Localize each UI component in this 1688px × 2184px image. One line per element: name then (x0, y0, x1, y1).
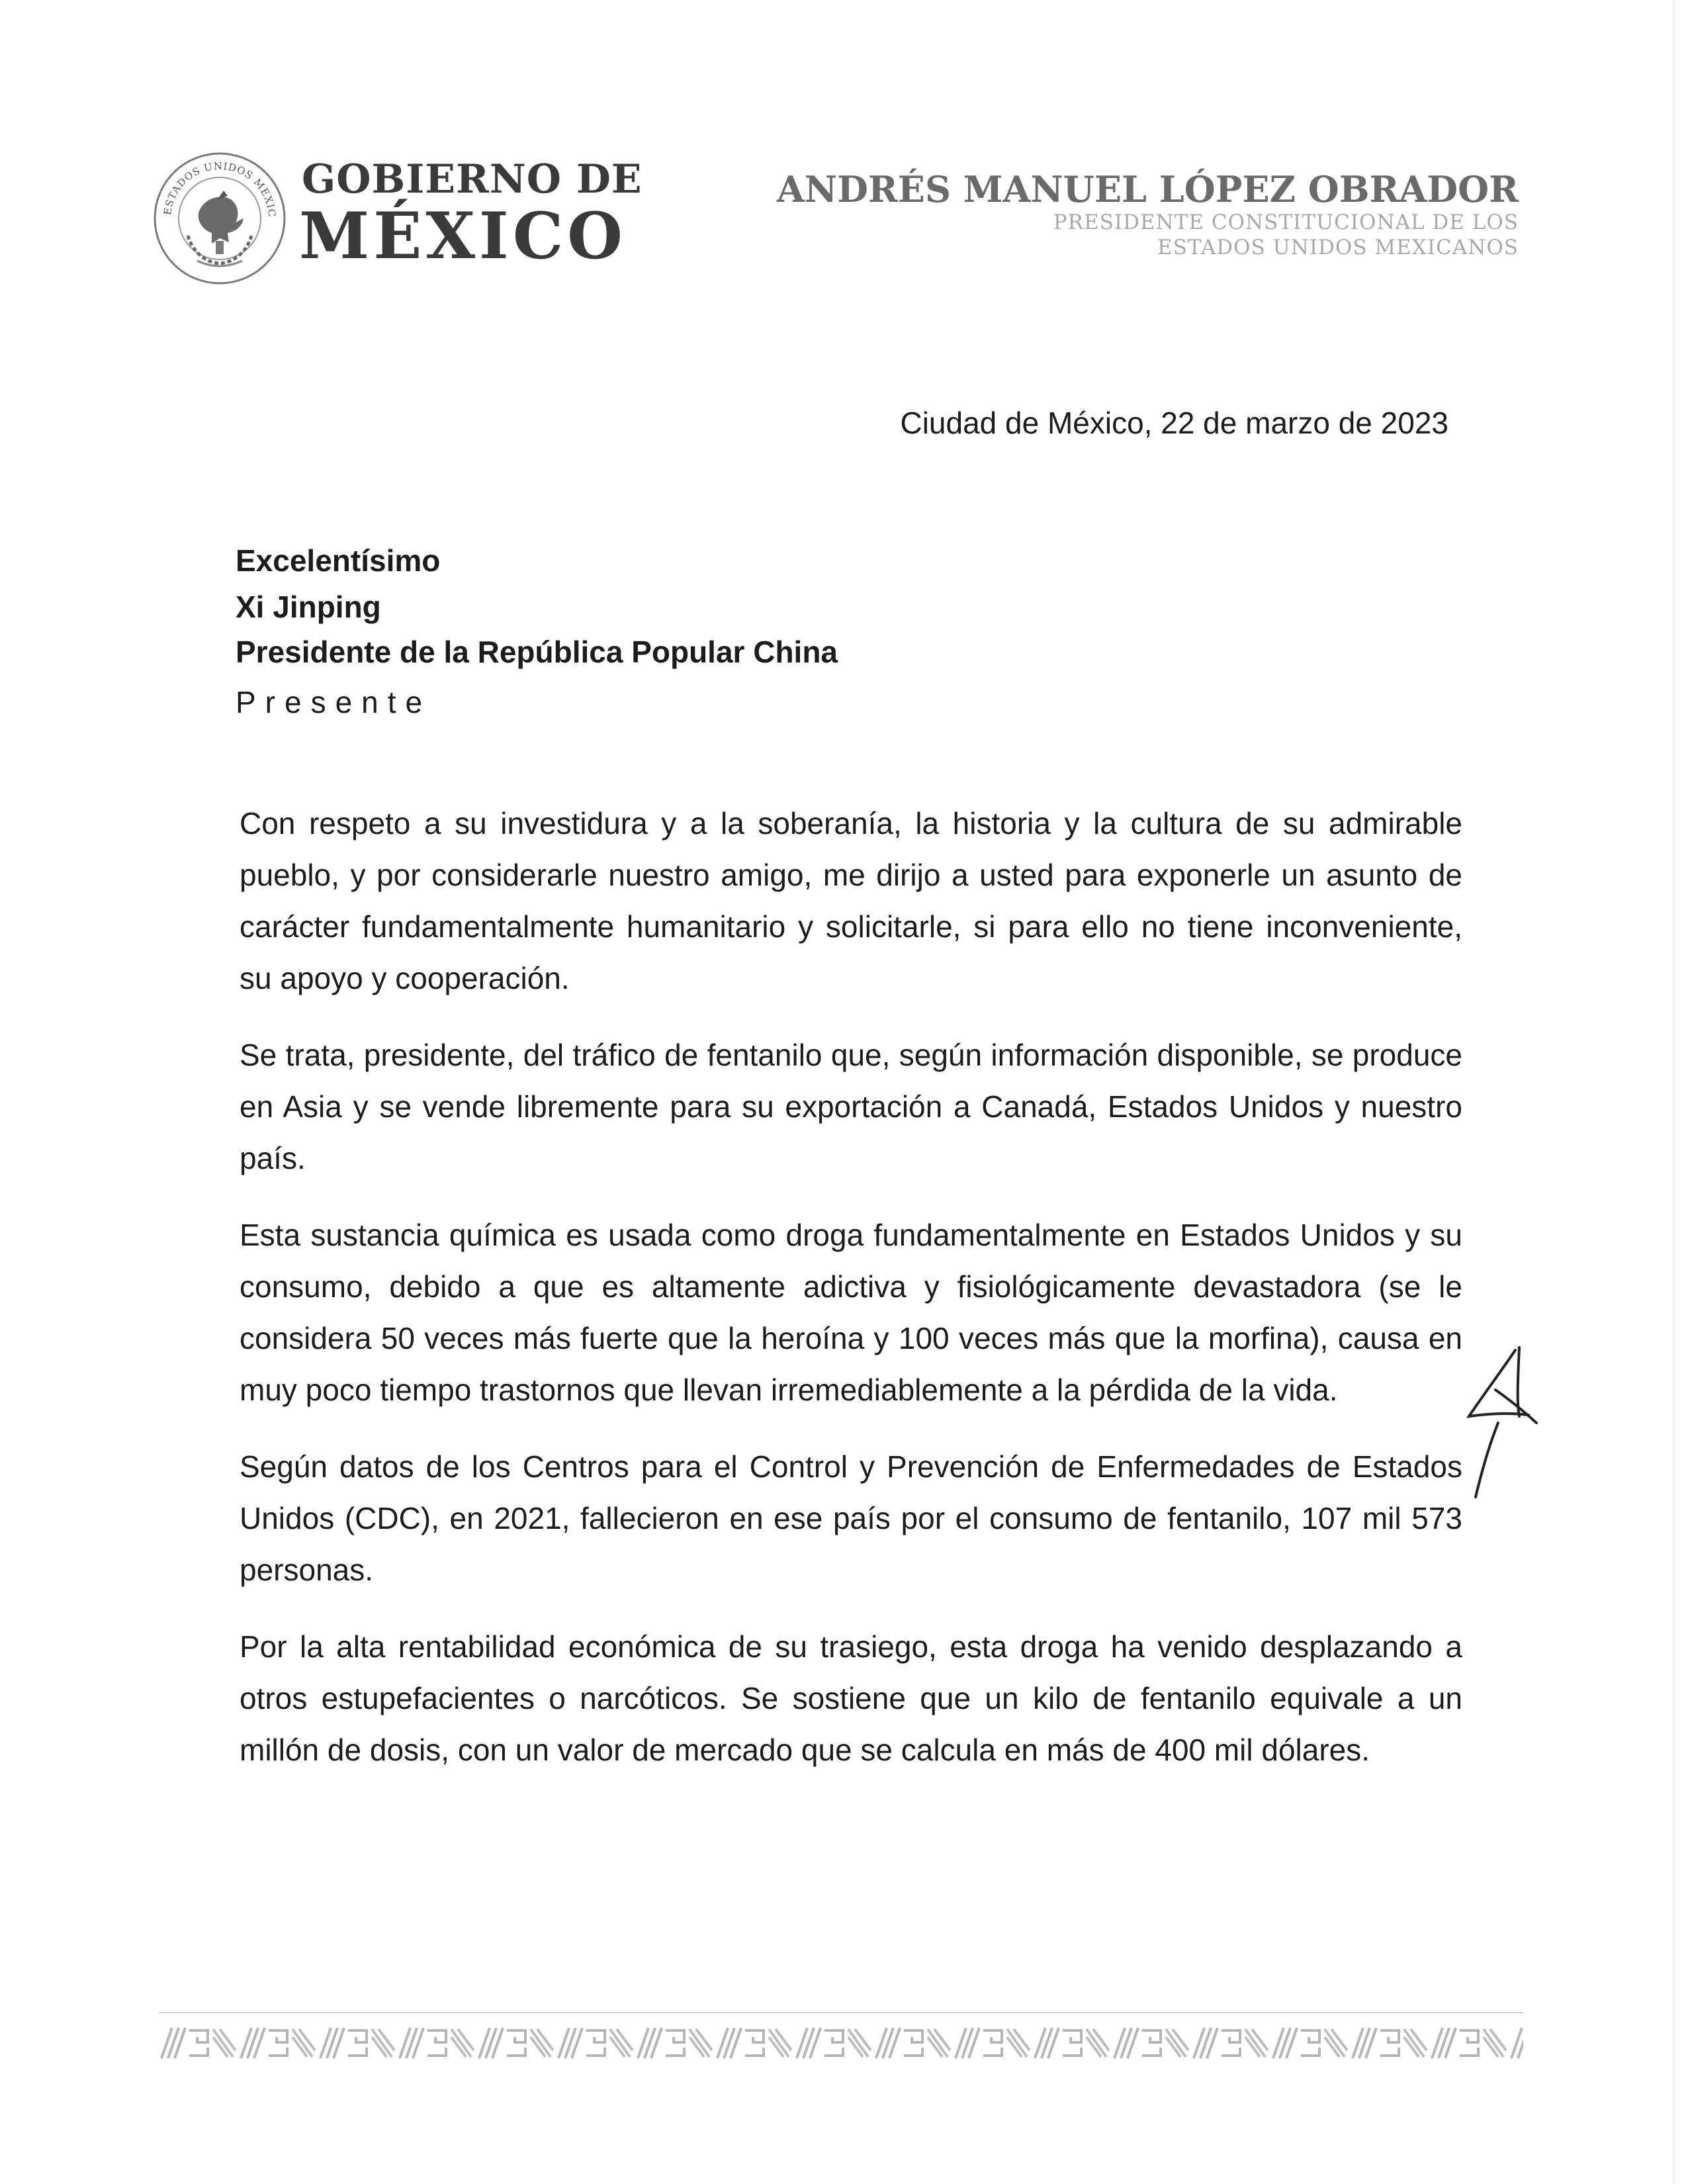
letter-date: Ciudad de México, 22 de marzo de 2023 (900, 406, 1448, 440)
president-title-line1: PRESIDENTE CONSTITUCIONAL DE LOS (1053, 210, 1519, 234)
addressee-title: Presidente de la República Popular China (236, 635, 838, 669)
coat-of-arms-seal-icon (151, 150, 289, 287)
addressee-name: Xi Jinping (236, 590, 381, 624)
government-title-line1: GOBIERNO DE (302, 156, 643, 203)
body-paragraph: Por la alta rentabilidad económica de su trasiego, esta droga ha venido desplazando a otros estupefacientes o narcóticos. Se sostiene que un kilo de fentanilo equivale a un millón de dosis, con un valor de mercado que se calcula en más de 400 mil dólares. (240, 1629, 1462, 1767)
footer-rule (159, 2012, 1523, 2013)
president-name: ANDRÉS MANUEL LÓPEZ OBRADOR (776, 168, 1519, 210)
president-title-line2: ESTADOS UNIDOS MEXICANOS (1157, 236, 1519, 259)
seal-ring-text: ESTADOS UNIDOS MEXIC (161, 159, 279, 218)
addressee-presente: Presente (236, 685, 432, 719)
body-paragraph: Se trata, presidente, del tráfico de fentanilo que, según información disponible, se produce en Asia y se vende libremente para su exportación a Canadá, Estados Unidos y nuestro país. (240, 1038, 1462, 1175)
page-edge (1673, 0, 1674, 2184)
body-paragraph: Con respeto a su investidura y a la soberanía, la historia y la cultura de su admirable pueblo, y por considerarle nuestro amigo, me dirijo a usted para exponerle un asunto de carácter fundamentalmente humanitario y solicitarle, si para ello no tiene inconveniente, su apoyo y cooperación. (240, 806, 1462, 995)
body-paragraph: Esta sustancia química es usada como droga fundamentalmente en Estados Unidos y su consumo, debido a que es altamente adictiva y fisiológicamente devastadora (se le considera 50 veces más fuerte que la heroína y 100 veces más que la morfina), causa en muy poco tiempo trastornos que llevan irremediablemente a la pérdida de la vida. (240, 1218, 1462, 1407)
letter-body (240, 797, 1462, 1801)
body-paragraph: Según datos de los Centros para el Control y Prevención de Enfermedades de Estados Unidos (CDC), en 2021, fallecieron en ese país por el consumo de fentanilo, 107 mil 573 personas. (240, 1449, 1462, 1587)
government-title-line2: MÉXICO (299, 199, 627, 273)
addressee-salutation: Excelentísimo (236, 543, 441, 578)
footer-greca-pattern (159, 2024, 1523, 2062)
handwritten-initial-mark (1456, 1343, 1548, 1502)
